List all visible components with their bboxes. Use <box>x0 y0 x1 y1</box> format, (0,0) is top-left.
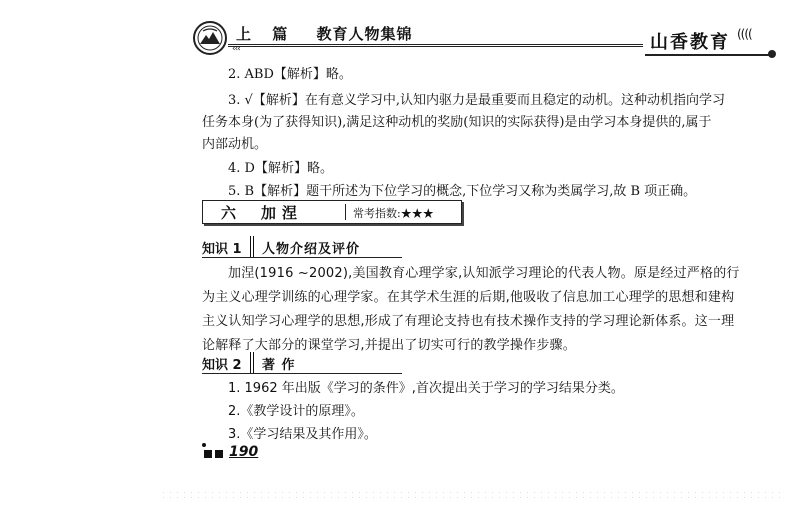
knowledge-1-heading <box>202 236 422 258</box>
works-item-1: 1. 1962 年出版《学习的条件》,首次提出关于学习的学习结果分类。 <box>228 381 624 396</box>
header-chevrons: ‹‹‹ <box>232 44 240 54</box>
answer-2: 2. ABD【解析】略。 <box>228 67 352 82</box>
answer-3-line-1: 3. √【解析】在有意义学习中,认知内驱力是最重要而且稳定的动机。这种动机指向学习 <box>228 93 725 108</box>
section-heading-box <box>202 200 462 224</box>
bio-line-1: 加涅(1916 ~2002),美国教育心理学家,认知派学习理论的代表人物。原是经过严格的行 <box>228 266 740 281</box>
answer-3-line-2: 任务本身(为了获得知识),满足这种动机的奖励(知识的实际获得)是由学习本身提供的,属于 <box>202 115 712 130</box>
footer-dot-icon <box>202 443 206 447</box>
running-header <box>236 23 413 44</box>
header-part: 上 <box>236 25 253 43</box>
exam-frequency-rating <box>353 205 434 221</box>
publisher-logo-icon <box>193 21 227 55</box>
knowledge-1-title: 人物介绍及评价 <box>262 242 361 257</box>
brand-rule <box>645 54 773 56</box>
works-item-3: 3.《学习结果及其作用》。 <box>228 427 377 442</box>
header-title: 教育人物集锦 <box>316 25 413 43</box>
header-section: 篇 <box>272 25 289 43</box>
heading-double-bar <box>250 236 254 257</box>
answer-5: 5. B【解析】题干所述为下位学习的概念,下位学习又称为类属学习,故 B 项正确。 <box>228 184 697 199</box>
heading-underline <box>202 373 402 374</box>
bio-line-4: 论解释了大部分的课堂学习,并提出了切实可行的教学操作步骤。 <box>202 338 576 353</box>
heading-underline <box>202 257 402 258</box>
mountain-emblem-icon <box>197 25 223 51</box>
bio-line-2: 为主义心理学训练的心理学家。在其学术生涯的后期,他吸收了信息加工心理学的思想和建构 <box>202 290 735 305</box>
rating-label: 常考指数: <box>353 207 401 220</box>
answer-3-line-3: 内部动机。 <box>202 137 268 152</box>
works-item-2: 2.《教学设计的原理》。 <box>228 404 364 419</box>
section-number: 六 <box>221 204 237 222</box>
heading-double-bar <box>250 352 254 373</box>
footer-square-icon <box>204 450 212 458</box>
brand-ornament: (((( <box>737 27 752 41</box>
scan-noise <box>160 490 780 498</box>
bio-line-3: 主义认知学习心理学的思想,形成了有理论支持也有技术操作支持的学习理论新体系。这一理 <box>202 314 735 329</box>
page-number: 190 <box>229 444 259 460</box>
footer-square-icon <box>215 450 223 458</box>
knowledge-2-label: 知识 2 <box>202 358 242 373</box>
brand-name: 山香教育 <box>650 32 730 53</box>
section-divider <box>345 204 346 220</box>
header-rule <box>228 44 643 47</box>
answer-4: 4. D【解析】略。 <box>228 161 333 176</box>
knowledge-1-label: 知识 1 <box>202 242 242 257</box>
rating-stars-icon: ★★★ <box>400 207 434 220</box>
knowledge-2-heading <box>202 352 422 374</box>
section-title: 加涅 <box>261 204 304 222</box>
knowledge-2-title: 著 作 <box>262 358 296 373</box>
brand-rule-end-dot <box>768 50 776 58</box>
